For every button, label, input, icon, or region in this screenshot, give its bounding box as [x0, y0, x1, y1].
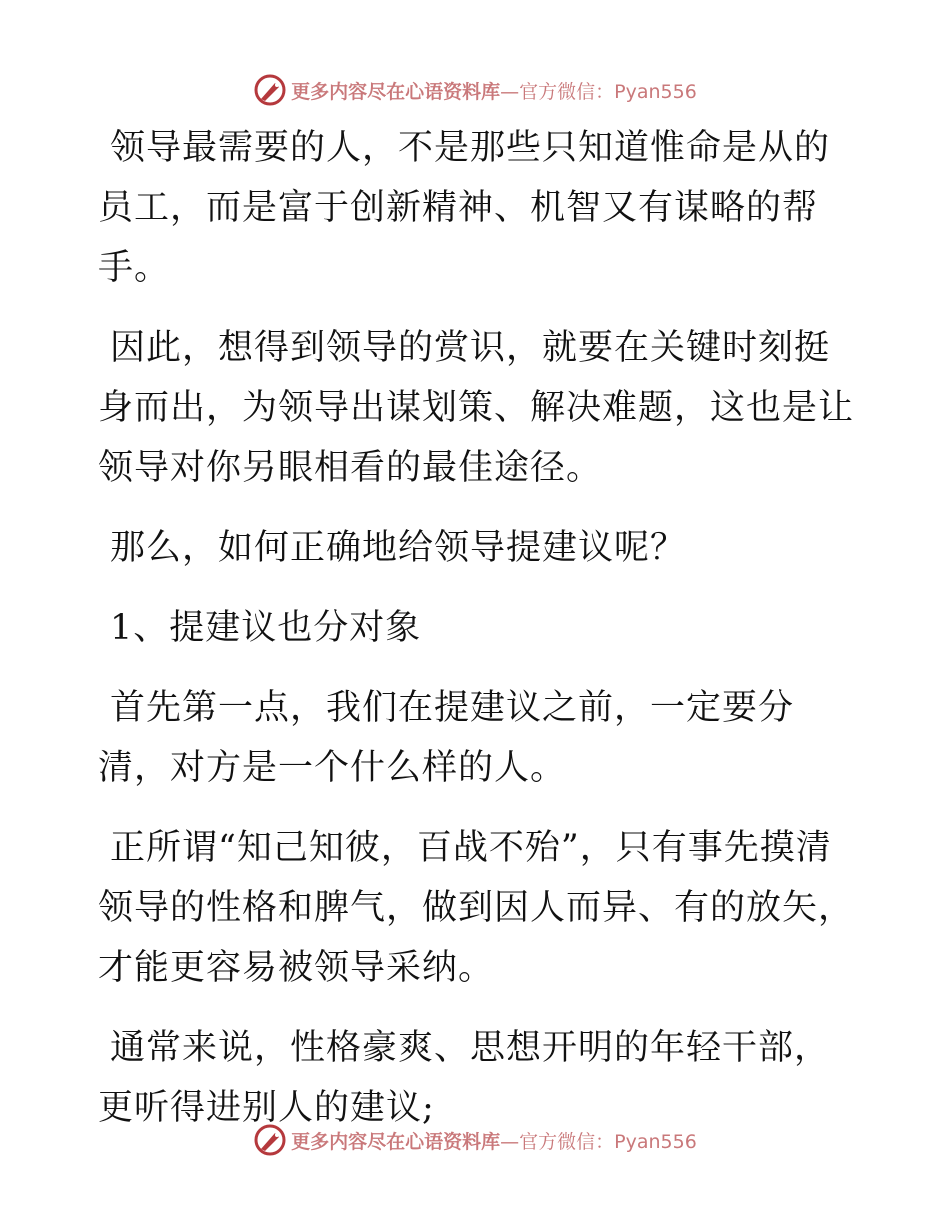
paragraph: 领导最需要的人，不是那些只知道惟命是从的员工，而是富于创新精神、机智又有谋略的帮手。	[98, 128, 831, 288]
paragraph: 因此，想得到领导的赏识，就要在关键时刻挺身而出，为领导出谋划策、解决难题，这也是让领导对你另眼相看的最佳途径。	[98, 328, 855, 488]
pen-logo-icon	[253, 1123, 287, 1157]
banner-main: 更多内容尽在心语资料库	[291, 1130, 501, 1153]
document-body	[98, 118, 858, 1158]
paragraph: 1、提建议也分对象	[110, 608, 422, 648]
paragraph: 首先第一点，我们在提建议之前，一定要分清，对方是一个什么样的人。	[98, 688, 795, 788]
banner-text	[291, 77, 697, 104]
paragraph: 通常来说，性格豪爽、思想开明的年轻干部，更听得进别人的建议;	[98, 1028, 831, 1128]
paragraph: 正所谓“知己知彼，百战不殆”，只有事先摸清领导的性格和脾气，做到因人而异、有的放矢，才能更容易被领导采纳。	[98, 828, 855, 988]
banner-wechat: 官方微信：Pyan556	[519, 80, 697, 103]
banner-separator: —	[500, 80, 520, 103]
banner-wechat: 官方微信：Pyan556	[519, 1130, 697, 1153]
footer-banner	[0, 1120, 950, 1160]
banner-main: 更多内容尽在心语资料库	[291, 80, 501, 103]
paragraph: 那么，如何正确地给领导提建议呢？	[110, 528, 687, 568]
banner-text	[291, 1127, 697, 1154]
pen-logo-icon	[253, 73, 287, 107]
header-banner	[0, 70, 950, 110]
banner-separator: —	[500, 1130, 520, 1153]
